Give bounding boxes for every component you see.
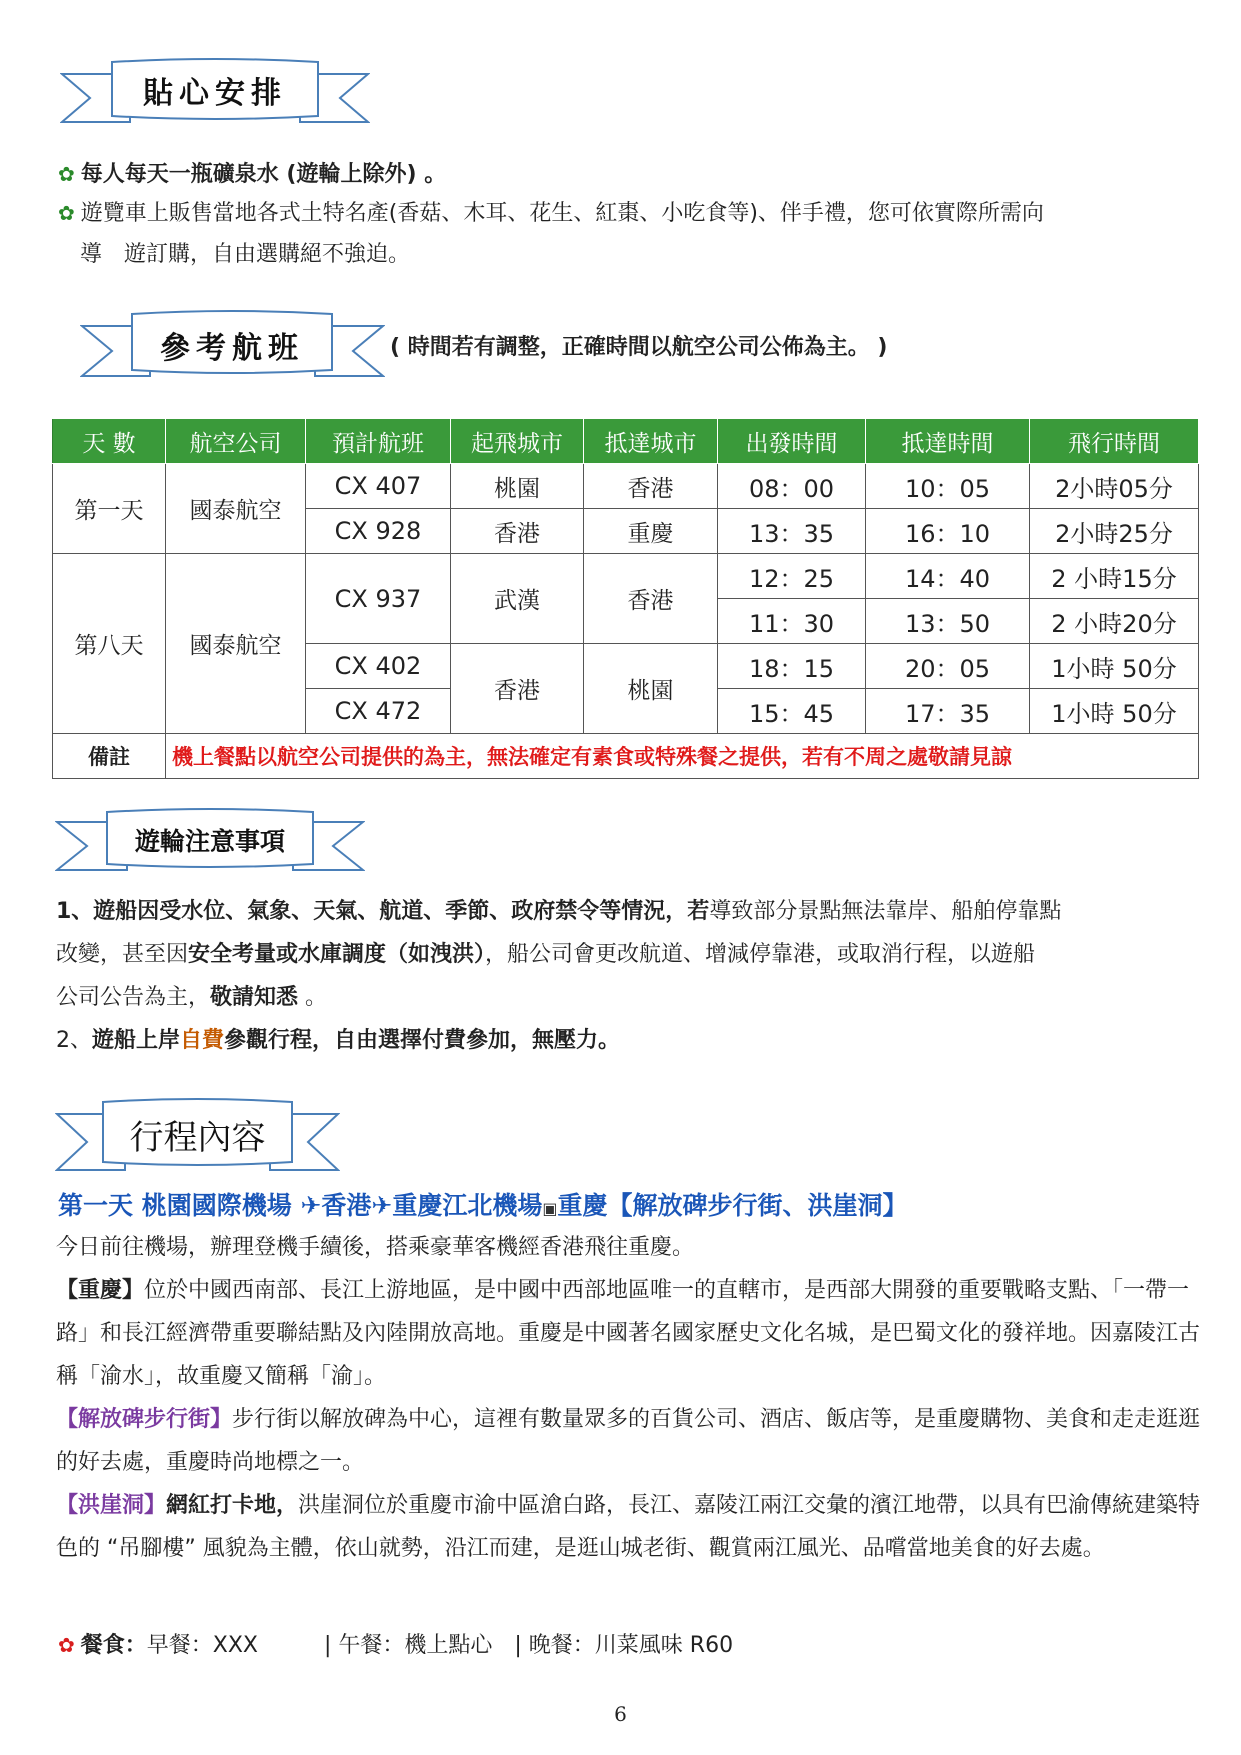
dep-cell: 11：30 xyxy=(718,599,866,644)
page-number: 6 xyxy=(614,1702,627,1726)
hyd-paragraph: 【洪崖洞】網紅打卡地，洪崖洞位於重慶市渝中區滄白路，長江、嘉陵江兩江交彙的濱江地帶，以具有巴渝傳統建築特色的 “吊腳樓” 風貌為主體，依山就勢，沿江而建，是逛山城老街、觀賞兩江風光、品嚐當地美食的好去處。 xyxy=(56,1493,1201,1561)
column-header: 抵達時間 xyxy=(866,419,1030,464)
from-cell: 桃園 xyxy=(451,464,584,509)
section-banner-cruise xyxy=(55,808,365,878)
dur-cell: 1小時 50分 xyxy=(1030,644,1199,689)
arr-cell: 13：50 xyxy=(866,599,1030,644)
flower-icon: ✿ xyxy=(58,162,75,186)
plane-icon: ✈ xyxy=(300,1191,322,1220)
table-row xyxy=(53,464,1199,509)
cruise-note-1: 1、遊船因受水位、氣象、天氣、航道、季節、政府禁令等情況，若導致部分景點無法靠岸、船舶停靠點 改變，甚至因安全考量或水庫調度（如洩洪），船公司會更改航道、增減停靠港，或取消行程，以遊船 公司公告為主，敬請知悉 。 xyxy=(56,899,1062,1010)
table-row xyxy=(53,554,1199,599)
section-title: 貼心安排 xyxy=(143,76,287,111)
cq-paragraph: 【重慶】位於中國西南部、長江上游地區，是中國中西部地區唯一的直轄市，是西部大開發的重要戰略支點、「一帶一路」和長江經濟帶重要聯結點及內陸開放高地。重慶是中國著名國家歷史文化名城，是巴蜀文化的發祥地。因嘉陵江古稱「渝水」，故重慶又簡稱「渝」。 xyxy=(56,1278,1201,1389)
arr-cell: 20：05 xyxy=(866,644,1030,689)
column-header: 預計航班 xyxy=(306,419,451,464)
dur-cell: 1小時 50分 xyxy=(1030,689,1199,734)
flight-table xyxy=(52,418,1199,779)
remark-label: 備註 xyxy=(53,734,166,779)
day-cell: 第一天 xyxy=(53,464,166,554)
bus-icon: ▣ xyxy=(542,1199,558,1218)
dep-cell: 18：15 xyxy=(718,644,866,689)
care-item-1: ✿ 每人每天一瓶礦泉水 (遊輪上除外) 。 xyxy=(58,162,447,187)
arr-cell: 14：40 xyxy=(866,554,1030,599)
section-banner-care xyxy=(60,58,370,128)
dep-cell: 15：45 xyxy=(718,689,866,734)
from-cell: 香港 xyxy=(451,644,584,734)
plane-icon: ✈ xyxy=(371,1191,393,1220)
jfb-paragraph: 【解放碑步行街】步行街以解放碑為中心，這裡有數量眾多的百貨公司、酒店、飯店等，是重慶購物、美食和走走逛逛的好去處，重慶時尚地標之一。 xyxy=(56,1407,1201,1475)
section-banner-itinerary xyxy=(55,1098,340,1178)
airline-cell: 國泰航空 xyxy=(166,464,306,554)
dur-cell: 2 小時15分 xyxy=(1030,554,1199,599)
flight-cell: CX 472 xyxy=(306,689,451,734)
to-cell: 香港 xyxy=(584,464,718,509)
flights-note: ( 時間若有調整，正確時間以航空公司公佈為主。 ) xyxy=(390,335,888,360)
table-remark-row xyxy=(53,734,1199,779)
arr-cell: 17：35 xyxy=(866,689,1030,734)
flight-cell: CX 407 xyxy=(306,464,451,509)
arr-cell: 10：05 xyxy=(866,464,1030,509)
dep-cell: 12：25 xyxy=(718,554,866,599)
care-item-2: ✿ 遊覽車上販售當地各式土特名產(香菇、木耳、花生、紅棗、小吃食等)、伴手禮，您可依實際所需向 xyxy=(58,201,1044,226)
from-cell: 香港 xyxy=(451,509,584,554)
flight-cell: CX 402 xyxy=(306,644,451,689)
section-banner-flights xyxy=(80,310,385,382)
flight-cell: CX 937 xyxy=(306,554,451,644)
dur-cell: 2小時25分 xyxy=(1030,509,1199,554)
table-header-row xyxy=(53,419,1199,464)
flower-icon: ✿ xyxy=(58,201,75,225)
column-header: 天 數 xyxy=(53,419,166,464)
care-item-2-cont: 導 遊訂購，自由選購絕不強迫。 xyxy=(80,242,411,267)
airline-cell: 國泰航空 xyxy=(166,554,306,734)
dep-cell: 08：00 xyxy=(718,464,866,509)
column-header: 起飛城市 xyxy=(451,419,584,464)
column-header: 航空公司 xyxy=(166,419,306,464)
column-header: 出發時間 xyxy=(718,419,866,464)
day1-intro: 今日前往機場，辦理登機手續後，搭乘豪華客機經香港飛往重慶。 xyxy=(56,1235,695,1260)
dur-cell: 2 小時20分 xyxy=(1030,599,1199,644)
day1-body xyxy=(56,1226,1206,1570)
column-header: 抵達城市 xyxy=(584,419,718,464)
meal-line: ✿ 餐食：早餐：XXX | 午餐：機上點心 | 晚餐：川菜風味 R60 xyxy=(58,1633,734,1658)
column-header: 飛行時間 xyxy=(1030,419,1199,464)
section-title: 參考航班 xyxy=(160,331,304,366)
flower-icon: ✿ xyxy=(58,1633,75,1657)
flight-cell: CX 928 xyxy=(306,509,451,554)
section-title: 遊輪注意事項 xyxy=(134,827,285,856)
cruise-note-2: 2、遊船上岸自費參觀行程，自由選擇付費參加，無壓力。 xyxy=(56,1028,621,1053)
day1-title: 第一天 桃園國際機場 ✈香港✈重慶江北機場▣重慶【解放碑步行街、洪崖洞】 xyxy=(58,1191,908,1220)
to-cell: 桃園 xyxy=(584,644,718,734)
remark-text: 機上餐點以航空公司提供的為主，無法確定有素食或特殊餐之提供，若有不周之處敬請見諒 xyxy=(166,734,1199,779)
from-cell: 武漢 xyxy=(451,554,584,644)
section-title: 行程內容 xyxy=(129,1118,266,1158)
arr-cell: 16：10 xyxy=(866,509,1030,554)
day-cell: 第八天 xyxy=(53,554,166,734)
cruise-notes xyxy=(56,890,1206,1062)
dep-cell: 13：35 xyxy=(718,509,866,554)
to-cell: 香港 xyxy=(584,554,718,644)
to-cell: 重慶 xyxy=(584,509,718,554)
dur-cell: 2小時05分 xyxy=(1030,464,1199,509)
